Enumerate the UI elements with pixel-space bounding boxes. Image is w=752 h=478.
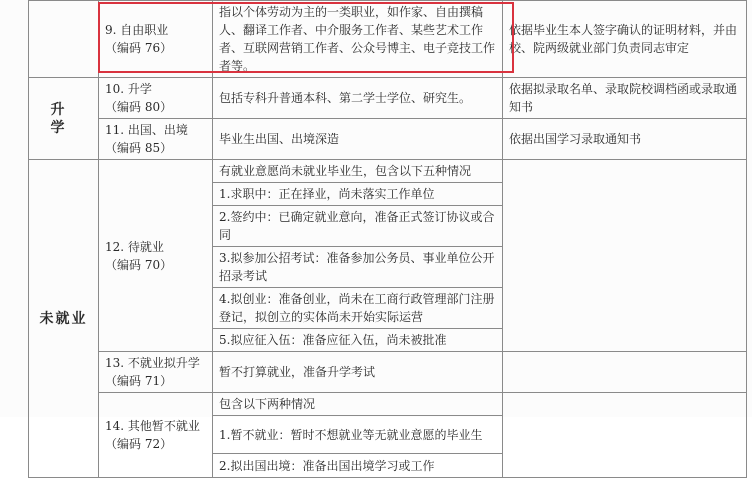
table-row xyxy=(29,119,747,160)
description-cell: 2.签约中：已确定就业意向，准备正式签订协议或合同 xyxy=(213,206,503,247)
code-name: 12. 待就业 xyxy=(105,239,164,254)
code-cell xyxy=(99,160,213,352)
description-cell: 1.暂不就业：暂时不想就业等无就业意愿的毕业生 xyxy=(213,416,503,454)
table-row xyxy=(29,352,747,393)
code-number: （编码 80） xyxy=(105,100,173,114)
description-cell: 4.拟创业：准备创业，尚未在工商行政管理部门注册登记，拟创立的实体尚未开始实际运营 xyxy=(213,288,503,329)
table-row xyxy=(29,78,747,119)
table-row xyxy=(29,1,747,78)
table-row xyxy=(29,393,747,416)
table-row xyxy=(29,160,747,183)
code-name: 14. 其他暂不就业 xyxy=(105,419,200,433)
description-cell: 3.拟参加公招考试：准备参加公务员、事业单位公开招录考试 xyxy=(213,247,503,288)
category-cell xyxy=(29,1,99,78)
code-number: （编码 70） xyxy=(105,257,173,272)
description-cell: 暂不打算就业，准备升学考试 xyxy=(213,352,503,393)
description-cell: 指以个体劳动为主的一类职业，如作家、自由撰稿人、翻译工作者、中介服务工作者、某些艺术工作者、互联网营销工作者、公众号博主、电子竞技工作者等。 xyxy=(213,1,503,78)
employment-category-table xyxy=(28,0,747,478)
description-cell: 包含以下两种情况 xyxy=(213,393,503,416)
requirement-cell xyxy=(503,160,747,352)
code-name: 13. 不就业拟升学 xyxy=(105,356,200,370)
description-cell: 包括专科升普通本科、第二学士学位、研究生。 xyxy=(213,78,503,119)
code-cell xyxy=(99,1,213,78)
code-cell xyxy=(99,78,213,119)
requirement-cell xyxy=(503,393,747,478)
code-number: （编码 71） xyxy=(105,374,173,388)
description-cell: 5.拟应征入伍：准备应征入伍，尚未被批准 xyxy=(213,329,503,352)
requirement-cell: 依据毕业生本人签字确认的证明材料，并由校、院两级就业部门负责同志审定 xyxy=(503,1,747,78)
requirement-cell xyxy=(503,352,747,393)
code-name: 11. 出国、出境 xyxy=(105,123,188,137)
description-cell: 毕业生出国、出境深造 xyxy=(213,119,503,160)
code-name: 10. 升学 xyxy=(105,82,152,96)
code-cell xyxy=(99,393,213,478)
code-cell xyxy=(99,119,213,160)
description-cell: 有就业意愿尚未就业毕业生，包含以下五种情况 xyxy=(213,160,503,183)
code-cell xyxy=(99,352,213,393)
description-cell: 1.求职中：正在择业，尚未落实工作单位 xyxy=(213,183,503,206)
code-number: （编码 72） xyxy=(105,437,173,451)
description-cell: 2.拟出国出境：准备出国出境学习或工作 xyxy=(213,454,503,478)
code-number: （编码 85） xyxy=(105,141,173,155)
category-cell: 未就业 xyxy=(29,160,99,478)
code-number: （编码 76） xyxy=(105,41,173,55)
category-cell: 升 学 xyxy=(29,78,99,160)
requirement-cell: 依据出国学习录取通知书 xyxy=(503,119,747,160)
code-name: 9. 自由职业 xyxy=(105,23,169,37)
requirement-cell: 依据拟录取名单、录取院校调档函或录取通知书 xyxy=(503,78,747,119)
